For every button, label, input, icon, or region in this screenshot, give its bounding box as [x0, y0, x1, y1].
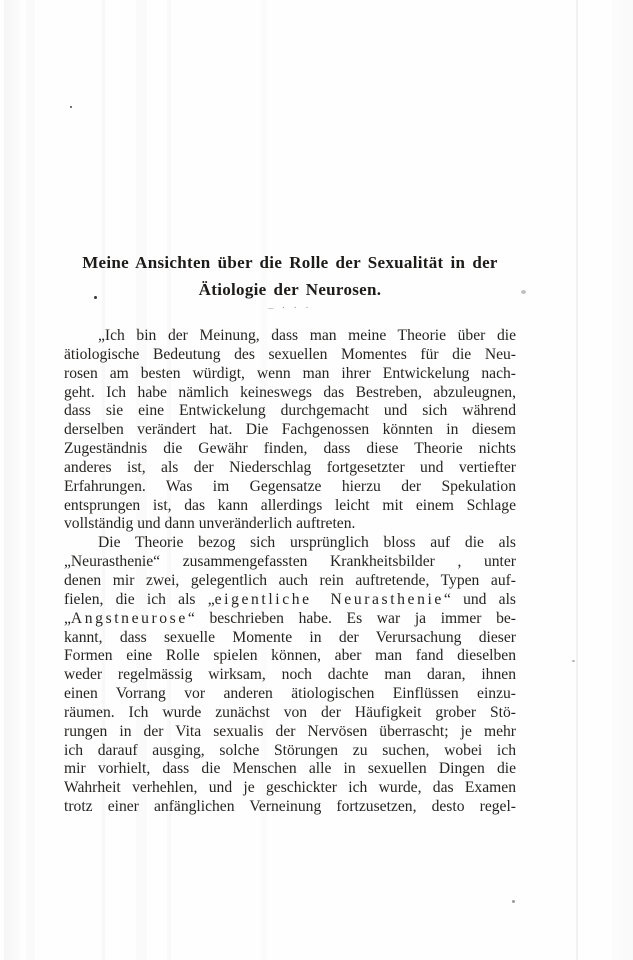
text-line: Formen eine Rolle spielen können, aber man fand dieselben	[64, 647, 516, 665]
text-line: Erfahrungen. Was im Gegensatze hierzu der Spekulation	[64, 477, 516, 495]
ink-speck	[572, 660, 575, 662]
text-line: rosen am besten würdigt, wenn man ihrer Entwickelung nach-	[64, 364, 516, 382]
body-text	[64, 327, 516, 817]
scan-streak	[4, 0, 20, 960]
text-line: Zugeständnis die Gewähr finden, dass diese Theorie nichts	[64, 440, 516, 458]
text-line: vollständig und dann unveränderlich auftreten.	[64, 515, 356, 533]
text-line: denen mir zwei, gelegentlich auch rein auftretende, Typen auf-	[64, 571, 516, 589]
text-line: fielen, die ich als „eigentliche Neurasthenie“ und als	[64, 590, 516, 608]
ink-speck	[70, 106, 72, 108]
text-line: „Angstneurose“ beschrieben habe. Es war ja immer be-	[64, 609, 516, 627]
text-line: Die Theorie bezog sich ursprünglich bloss auf die als	[98, 534, 516, 552]
page-title-line-2: Ätiologie der Neurosen.	[198, 279, 382, 299]
scan-streak	[576, 0, 578, 960]
text-line: räumen. Ich wurde zunächst von der Häufigkeit grober Stö-	[64, 703, 516, 721]
page-title	[64, 250, 516, 303]
text-line: ich darauf ausging, solche Störungen zu suchen, wobei ich	[64, 741, 516, 759]
text-line: dass sie eine Entwickelung durchgemacht und sich während	[64, 402, 516, 420]
text-line: trotz einer anfänglichen Verneinung fortzusetzen, desto regel-	[64, 798, 516, 816]
text-line: ätiologische Bedeutung des sexuellen Momentes für die Neu-	[64, 345, 516, 363]
text-line: weder regelmässig wirksam, noch dachte man daran, ihnen	[64, 666, 516, 684]
ink-speck	[512, 900, 515, 903]
text-line: geht. Ich habe nämlich keineswegs das Bestreben, abzuleugnen,	[64, 383, 516, 401]
text-line: „Neurasthenie“ zusammengefassten Krankheitsbilder , unter	[64, 553, 516, 571]
text-line: „Ich bin der Meinung, dass man meine Theorie über die	[98, 327, 516, 344]
text-line: einen Vorrang vor anderen ätiologischen Einflüssen einzu-	[64, 685, 516, 703]
text-line: mir vorhielt, dass die Menschen alle in sexuellen Dingen die	[64, 760, 516, 778]
scan-streak	[26, 0, 35, 960]
letterspaced-emphasis: Angstneurose	[70, 609, 188, 627]
ink-speck	[521, 290, 526, 294]
text-line: rungen in der Vita sexualis der Nervösen überrascht; je mehr	[64, 722, 516, 740]
text-line: Wahrheit verhehlen, und je geschickter ich wurde, das Examen	[64, 779, 516, 797]
scan-streak	[612, 0, 633, 960]
text-line: entsprungen ist, das kann allerdings leicht mit einem Schlage	[64, 496, 516, 514]
text-line: kannt, dass sexuelle Momente in der Verursachung dieser	[64, 628, 516, 646]
letterspaced-emphasis: eigentliche Neurasthenie	[214, 590, 444, 608]
ornament-mark: – · · ·	[268, 303, 312, 314]
text-line: anderes ist, als der Niederschlag fortgesetzter und vertiefter	[64, 458, 516, 476]
text-line: derselben verändert hat. Die Fachgenossen könnten in diesem	[64, 421, 516, 439]
page-title-line-1: Meine Ansichten über die Rolle der Sexualität in der	[82, 253, 498, 272]
